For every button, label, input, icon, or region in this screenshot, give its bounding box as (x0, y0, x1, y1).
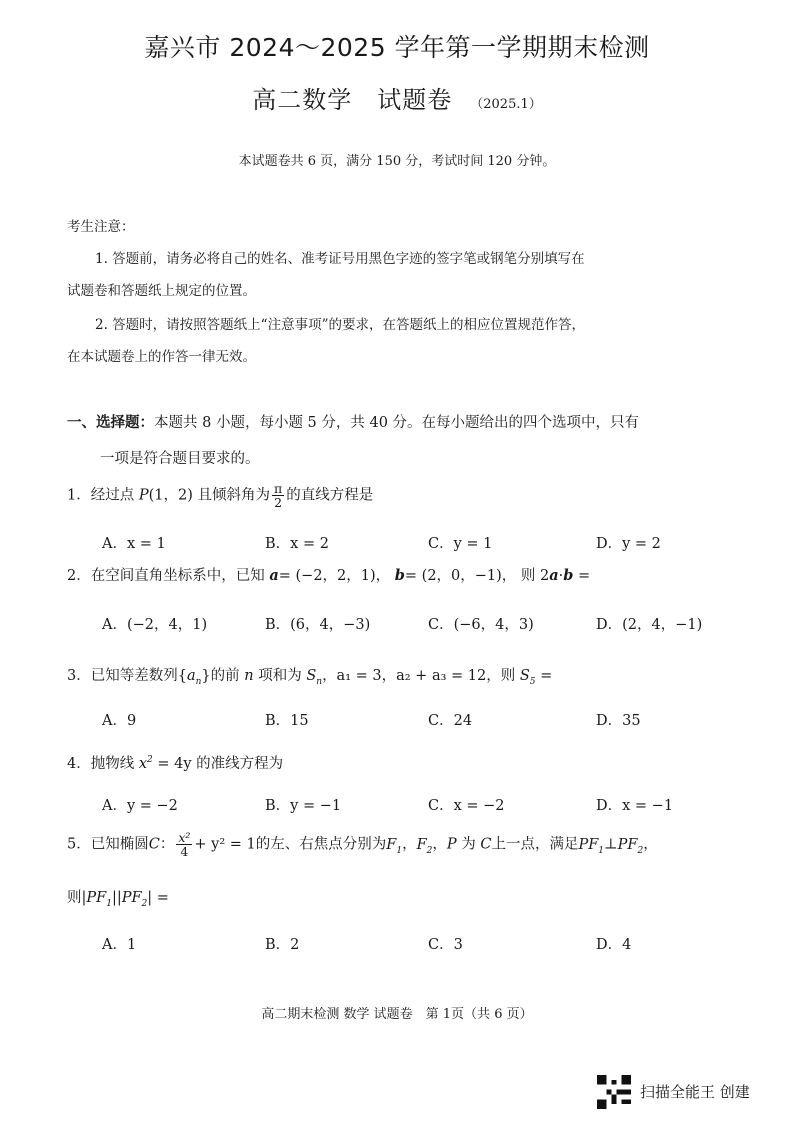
focus-1: $F_1$ (386, 836, 403, 856)
point-label: P (446, 836, 457, 853)
sum-target: $S_5$ (519, 668, 536, 687)
question-2: 2．在空间直角坐标系中，已知 a= (−2，2，1)， b= (2，0，−1)， 则 2a·b = (67, 567, 591, 584)
option-b: B．2 (265, 937, 300, 953)
notice-heading: 考生注意： (67, 219, 135, 235)
question-text: 则 2 (520, 568, 550, 584)
option-a: A．(−2，4，1) (102, 617, 208, 633)
question-text: 且倾斜角为 (197, 487, 270, 504)
point-label: P (138, 487, 149, 504)
denominator: 2 (274, 495, 283, 511)
page-subtitle (0, 80, 794, 115)
question-4 (67, 752, 283, 773)
question-text: 抛物线 (90, 756, 135, 772)
question-text: 上一点，满足 (491, 836, 579, 853)
denominator: 4 (180, 844, 189, 860)
question-number: 1． (67, 487, 91, 504)
question-number: 2． (67, 568, 91, 584)
section-1-label: 一、选择题： (67, 414, 154, 431)
qr-code-icon (597, 1075, 631, 1109)
option-a: A．x = 1 (102, 536, 166, 552)
focus-2: $F_2$ (416, 836, 433, 856)
question-number: 5． (67, 836, 91, 853)
option-c: C．y = 1 (428, 536, 493, 552)
ellipse-label: C (480, 836, 492, 853)
question-text: 的直线方程是 (286, 487, 374, 504)
sequence-term: $a_n$ (186, 668, 202, 687)
question-text: 为 (461, 836, 476, 853)
option-b: B．(6，4，−3) (265, 617, 371, 633)
option-c: C．(−6，4，3) (428, 617, 534, 633)
option-a: A．9 (102, 713, 137, 729)
question-text: 的准线方程为 (196, 756, 284, 772)
question-number: 4． (67, 756, 91, 772)
option-d: D．y = 2 (596, 536, 661, 552)
question-text: 的左、右焦点分别为 (255, 836, 387, 853)
vector-b: b (563, 567, 574, 584)
vector-a: a (549, 567, 559, 584)
option-d: D．35 (596, 713, 641, 729)
question-3: 3．已知等差数列$\{a_n\}$的前 n 项和为 $S_n$，a₁ = 3，a₂ + a₃ = 12，则 $S_5$ = (67, 668, 553, 687)
option-d: D．(2，4，−1) (596, 617, 703, 633)
page-footer: 高二期末检测 数学 试题卷 第 1页（共 6 页） (261, 1007, 533, 1022)
option-b: B．x = 2 (265, 536, 329, 552)
option-d: D．x = −1 (596, 798, 674, 814)
exam-info: 本试题卷共 6 页，满分 150 分，考试时间 120 分钟。 (238, 154, 556, 169)
question-text: 则 (67, 890, 82, 906)
option-b: B．15 (265, 713, 309, 729)
option-c: C．24 (428, 713, 473, 729)
sum-symbol: $S_n$ (306, 668, 323, 687)
perp-condition: $PF_1$ (578, 836, 605, 856)
perp-condition: $PF_2$ (617, 836, 644, 856)
exam-date: （2025.1） (470, 97, 542, 112)
vector-b: b (394, 567, 405, 584)
option-c: C．3 (428, 937, 463, 953)
subject-title: 高二数学 试题卷 (252, 86, 453, 114)
section-1-heading (67, 411, 639, 432)
numerator: x² (178, 830, 191, 845)
ellipse-label: C (148, 836, 160, 853)
question-conditions: ，a₁ = 3，a₂ + a₃ = 12，则 (322, 668, 516, 684)
fraction (272, 482, 284, 509)
option-d: D．4 (596, 937, 632, 953)
question-text: 的前 (210, 668, 240, 684)
option-b: B．y = −1 (265, 798, 342, 814)
question-text: 项和为 (258, 668, 302, 684)
question-5: 5．已知椭圆C： $\frac{\text{x²}}{4}$ + y² = 1的左、右焦点分别为$F_1$，$F_2$，P 为 C上一点，满足$PF_1\perp PF_2$， (67, 830, 658, 860)
question-1 (67, 482, 373, 509)
notice-item-2: 2. 答题时，请按照答题纸上“注意事项”的要求，在答题纸上的相应位置规范作答， (95, 317, 585, 333)
section-1-desc-cont: 一项是符合题目要求的。 (100, 451, 260, 467)
question-number: 3． (67, 668, 91, 684)
product-expr: $|PF_1||PF_2|$ (81, 890, 153, 909)
equals-sign: = (540, 668, 553, 684)
question-text: 已知等差数列 (90, 668, 178, 684)
equals-sign: = (578, 568, 591, 584)
vector-b-value: = (2，0，−1)， (404, 568, 517, 584)
vector-a-value: = (−2，2，1)， (278, 568, 391, 584)
scanner-watermark: 扫描全能王 创建 (640, 1083, 750, 1101)
question-text: 经过点 (90, 487, 135, 504)
fraction (176, 831, 192, 858)
notice-item-1: 1. 答题前，请务必将自己的姓名、准考证号用黑色字迹的签字笔或钢笔分别填写在 (95, 251, 585, 267)
ellipse-eq: + y² = 1 (194, 836, 256, 853)
option-a: A．y = −2 (102, 798, 178, 814)
vector-a: a (269, 567, 279, 584)
question-text: 在空间直角坐标系中，已知 (90, 568, 265, 584)
numerator: π (273, 481, 283, 496)
option-a: A．1 (102, 937, 137, 953)
n-variable: n (244, 668, 254, 684)
point-coords: (1，2) (148, 487, 193, 504)
option-c: C．x = −2 (428, 798, 505, 814)
question-text: 已知椭圆 (90, 836, 149, 853)
page-title: 嘉兴市 2024～2025 学年第一学期期末检测 (144, 33, 650, 62)
equals-sign: = (156, 890, 169, 906)
parabola-eq: = 4y (157, 756, 192, 772)
question-5-cont (67, 886, 169, 909)
notice-item-2-cont: 在本试题卷上的作答一律无效。 (67, 349, 256, 365)
notice-item-1-cont: 试题卷和答题纸上规定的位置。 (67, 283, 256, 299)
x-squared: $x^2$ (138, 755, 153, 772)
section-1-desc: 本题共 8 小题，每小题 5 分，共 40 分。在每小题给出的四个选项中，只有 (154, 415, 640, 431)
